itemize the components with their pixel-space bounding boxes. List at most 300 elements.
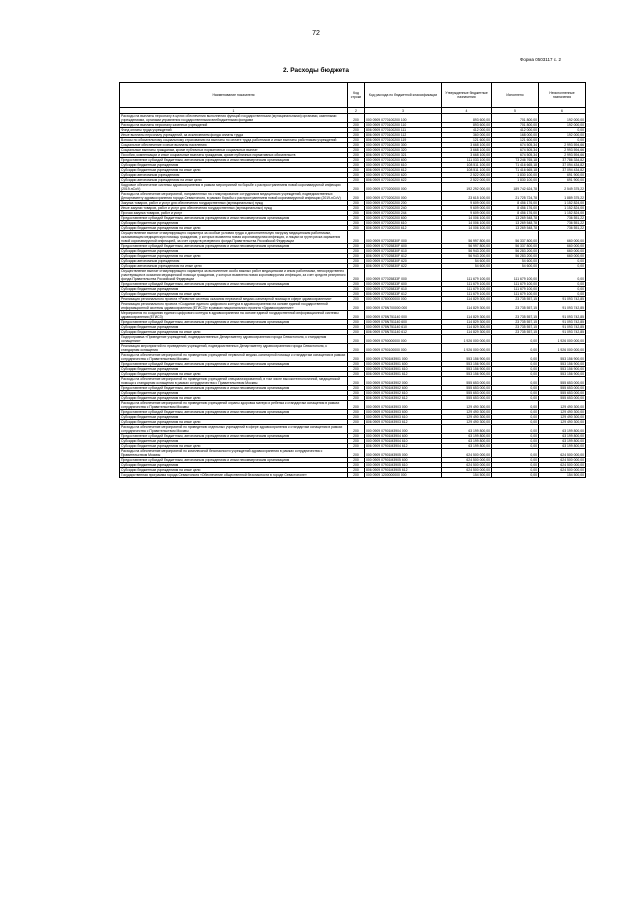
row-approved: 9 609 000,00: [442, 201, 492, 206]
row-code: 200: [348, 292, 365, 297]
row-code: 200: [348, 410, 365, 415]
row-classification: 000 0909 0790000000 000: [365, 335, 442, 344]
row-code: 200: [348, 249, 365, 254]
table-row: [120, 473, 586, 478]
row-approved: 9 609 000,00: [442, 206, 492, 211]
row-unexecuted: 154 500,00: [539, 473, 586, 478]
row-code: 200: [348, 439, 365, 444]
row-classification: 000 0909 077025833F 000: [365, 269, 442, 282]
row-unexecuted: 0,00: [539, 282, 586, 287]
row-name: Осуществление выплат стимулирующего характера за особые условия труда и дополнительную нагрузку медицинским работникам, оказывающим медицинскую помощь гражданам, у которых выявлена новая коронавирусная инфекция, и лицам из групп риска заражения новой коронавирусной инфекцией, за счет средств резервного фонда Правительства Российской Федерации: [120, 231, 348, 244]
row-executed: 21 725 724,78: [492, 192, 539, 201]
row-name: Иные закупки товаров, работ и услуг для обеспечения государственных (муниципальных) нужд: [120, 206, 348, 211]
row-executed: 701 800,00: [492, 123, 539, 128]
column-header: Исполнено: [492, 83, 539, 108]
row-unexecuted: 91 093 742,85: [539, 325, 586, 330]
row-name: Предоставление субсидий бюджетным, автономным учреждениям и иным некоммерческим организациям: [120, 244, 348, 249]
row-code: 200: [348, 183, 365, 192]
row-classification: 000 0909 077025830F 000: [365, 231, 442, 244]
row-approved: 114 829 300,00: [442, 330, 492, 335]
row-name: Субсидии автономным учреждениям на иные цели: [120, 264, 348, 269]
row-approved: 553 156 900,00: [442, 353, 492, 362]
row-executed: 23 735 557,15: [492, 320, 539, 325]
row-code: 200: [348, 254, 365, 259]
row-code: 200: [348, 221, 365, 226]
row-code: 200: [348, 458, 365, 463]
row-classification: 000 0909 0770100200 320: [365, 148, 442, 153]
row-unexecuted: 0,00: [539, 292, 586, 297]
row-approved: 111 679 100,00: [442, 282, 492, 287]
row-name: Субсидии бюджетным учреждениям на иные цели: [120, 254, 348, 259]
row-classification: 806 0909 078N751140 612: [365, 330, 442, 335]
row-name: Субсидии бюджетным учреждениям на иные цели: [120, 292, 348, 297]
row-unexecuted: 691 900,00: [539, 178, 586, 183]
row-unexecuted: 0,00: [539, 269, 586, 282]
row-name: Субсидии бюджетным учреждениям на иные цели: [120, 468, 348, 473]
row-classification: 000 0909 077025830F 620: [365, 259, 442, 264]
row-unexecuted: 736 551,22: [539, 226, 586, 231]
row-name: Субсидии автономным учреждениям: [120, 259, 348, 264]
row-unexecuted: 660 000,00: [539, 249, 586, 254]
row-code: 200: [348, 386, 365, 391]
column-header: Наименование показателя: [120, 83, 348, 108]
row-name: Социальное обеспечение и иные выплаты населению: [120, 143, 348, 148]
row-code: 200: [348, 264, 365, 269]
row-unexecuted: 1 152 824,00: [539, 201, 586, 206]
row-executed: 0,00: [492, 386, 539, 391]
row-name: Субсидии бюджетным учреждениям на иные цели: [120, 372, 348, 377]
row-classification: 000 0909 0770200200 610: [365, 221, 442, 226]
column-header: Неисполненные назначения: [539, 83, 586, 108]
row-unexecuted: 624 500 000,00: [539, 449, 586, 458]
row-unexecuted: 129 490 300,00: [539, 420, 586, 425]
row-name: Субсидии автономным учреждениям на иные цели: [120, 178, 348, 183]
row-unexecuted: 0,00: [539, 138, 586, 143]
row-classification: 806 0909 0770100200 612: [365, 168, 442, 173]
row-approved: 63 199 800,00: [442, 444, 492, 449]
row-approved: 56 943 200,00: [442, 254, 492, 259]
row-approved: 2 522 000,00: [442, 178, 492, 183]
row-approved: 129 490 300,00: [442, 410, 492, 415]
row-unexecuted: 555 653 000,00: [539, 386, 586, 391]
row-code: 200: [348, 158, 365, 163]
row-approved: 555 653 000,00: [442, 377, 492, 386]
row-code: 200: [348, 216, 365, 221]
row-unexecuted: 736 551,22: [539, 216, 586, 221]
row-code: 200: [348, 444, 365, 449]
row-approved: 624 500 000,00: [442, 458, 492, 463]
row-name: Прочая закупка товаров, работ и услуг: [120, 211, 348, 216]
row-executed: 0,00: [492, 463, 539, 468]
row-name: Пособия, компенсации и иные социальные выплаты гражданам, кроме публичных нормативных обязательств: [120, 153, 348, 158]
row-name: Расходы на обеспечение мероприятий по приведению учреждений специализированной, в том числе высокотехнологичной, медицинской помощи к стандартам оснащения в рамках сотрудничества с Правительством Москвы: [120, 377, 348, 386]
row-code: 200: [348, 148, 365, 153]
row-approved: 154 500,00: [442, 473, 492, 478]
row-name: Реализация регионального проекта «Создание единого цифрового контура в здравоохранении на основе единой государственной информационной системы здравоохранения (ЕГИСЗ)» в рамках национального проекта «Здравоохранение»: [120, 302, 348, 311]
row-classification: 806 0909 0770100200 119: [365, 138, 442, 143]
row-code: 200: [348, 420, 365, 425]
row-name: Субсидии бюджетным учреждениям: [120, 367, 348, 372]
row-classification: 000 0909 0770100200 300: [365, 143, 442, 148]
row-code: 200: [348, 367, 365, 372]
row-executed: 54 600,00: [492, 259, 539, 264]
row-executed: 0,00: [492, 473, 539, 478]
row-name: Предоставление субсидий бюджетным, автономным учреждениям и иным некоммерческим организациям: [120, 216, 348, 221]
row-code: 200: [348, 401, 365, 410]
row-approved: 111 679 100,00: [442, 269, 492, 282]
row-unexecuted: 1 926 000 000,00: [539, 344, 586, 353]
row-name: Закупка товаров, работ и услуг для обеспечения государственных (муниципальных) нужд: [120, 201, 348, 206]
row-approved: 111 033 100,00: [442, 158, 492, 163]
row-unexecuted: 1 926 000 000,00: [539, 335, 586, 344]
row-unexecuted: 192 000,00: [539, 123, 586, 128]
row-name: Кадровое обеспечение системы здравоохранения в рамках мероприятий по борьбе с распространением новой коронавирусной инфекции (2019-nCoV): [120, 183, 348, 192]
row-unexecuted: 624 500 000,00: [539, 463, 586, 468]
row-approved: 63 199 800,00: [442, 439, 492, 444]
row-classification: 806 0909 077025830F 622: [365, 264, 442, 269]
column-number: 6: [539, 108, 586, 114]
row-executed: 56 283 200,00: [492, 254, 539, 259]
row-code: 200: [348, 282, 365, 287]
row-classification: 806 0909 07901М3904 612: [365, 444, 442, 449]
row-name: Мероприятия по созданию единого цифрового контура в здравоохранении на основе единой государственной информационной системы здравоохранения (ЕГИСЗ): [120, 311, 348, 320]
row-code: 200: [348, 206, 365, 211]
row-classification: 000 0909 07901М3905 600: [365, 458, 442, 463]
row-unexecuted: 91 093 742,85: [539, 302, 586, 311]
row-code: 200: [348, 391, 365, 396]
column-header: Код строки: [348, 83, 365, 108]
row-executed: 0,00: [492, 449, 539, 458]
page-number: 72: [312, 30, 320, 37]
row-classification: 806 0909 07901М3905 612: [365, 468, 442, 473]
row-code: 200: [348, 133, 365, 138]
column-number: 1: [120, 108, 348, 114]
row-executed: 13 269 548,78: [492, 216, 539, 221]
row-name: Субсидии бюджетным учреждениям на иные цели: [120, 420, 348, 425]
row-approved: 114 829 300,00: [442, 320, 492, 325]
row-approved: 9 609 000,00: [442, 211, 492, 216]
row-classification: 000 0909 078N751140 600: [365, 320, 442, 325]
table-row: [120, 330, 586, 335]
row-classification: 000 0909 07901М3905 610: [365, 463, 442, 468]
row-code: 200: [348, 330, 365, 335]
row-approved: 3 668 100,00: [442, 143, 492, 148]
row-approved: 108 511 100,00: [442, 163, 492, 168]
row-classification: 806 0909 0770100200 112: [365, 133, 442, 138]
row-executed: 13 269 548,78: [492, 221, 539, 226]
row-name: Субсидии бюджетным учреждениям на иные цели: [120, 168, 348, 173]
row-unexecuted: 736 551,22: [539, 221, 586, 226]
row-unexecuted: 0,00: [539, 259, 586, 264]
row-unexecuted: 37 094 434,82: [539, 168, 586, 173]
row-code: 200: [348, 123, 365, 128]
row-name: Субсидии бюджетным учреждениям: [120, 325, 348, 330]
row-executed: 111 679 100,00: [492, 287, 539, 292]
row-classification: 000 0909 0770100200 100: [365, 114, 442, 123]
row-name: Реализация мероприятий по приведению учреждений, подведомственных Департаменту здравоохранения города Севастополя, к стандартам оснащения: [120, 344, 348, 353]
row-name: Предоставление субсидий бюджетным, автономным учреждениям и иным некоммерческим организациям: [120, 362, 348, 367]
row-name: Субсидии бюджетным учреждениям на иные цели: [120, 330, 348, 335]
row-unexecuted: 660 000,00: [539, 231, 586, 244]
row-name: Фонд оплаты труда учреждений: [120, 128, 348, 133]
row-executed: 56 337 800,00: [492, 231, 539, 244]
row-executed: 1 830 100,00: [492, 173, 539, 178]
row-executed: 674 505,34: [492, 148, 539, 153]
row-name: Предоставление субсидий бюджетным, автономным учреждениям и иным некоммерческим организациям: [120, 386, 348, 391]
column-number: 4: [442, 108, 492, 114]
row-executed: 0,00: [492, 367, 539, 372]
row-executed: 111 679 100,00: [492, 269, 539, 282]
row-approved: 56 943 200,00: [442, 249, 492, 254]
row-name: Предоставление субсидий бюджетным, автономным учреждениям и иным некоммерческим организациям: [120, 158, 348, 163]
row-unexecuted: 553 156 900,00: [539, 367, 586, 372]
table-row: [120, 168, 586, 173]
row-approved: 54 600,00: [442, 264, 492, 269]
row-code: 200: [348, 434, 365, 439]
row-name: Осуществление выплат стимулирующего характера за выполнение особо важных работ медицинским и иным работникам, непосредственно участвующим в оказании медицинской помощи гражданам, у которых выявлена новая коронавирусная инфекция, за счет средств резервного фонда Правительства Российской Федерации: [121, 269, 346, 281]
row-approved: 63 199 800,00: [442, 425, 492, 434]
row-executed: 674 505,34: [492, 143, 539, 148]
row-classification: 000 0909 077025830F 600: [365, 244, 442, 249]
row-classification: 806 0909 0770100200 622: [365, 178, 442, 183]
row-approved: 1 926 000 000,00: [442, 344, 492, 353]
row-executed: 0,00: [492, 425, 539, 434]
table-row: [120, 297, 586, 302]
row-code: 200: [348, 377, 365, 386]
row-code: 200: [348, 128, 365, 133]
row-executed: 0,00: [492, 444, 539, 449]
row-approved: 129 490 300,00: [442, 415, 492, 420]
row-executed: 23 735 557,15: [492, 302, 539, 311]
table-row: [120, 216, 586, 221]
row-unexecuted: 555 653 000,00: [539, 377, 586, 386]
row-code: 200: [348, 362, 365, 367]
row-name: Расходы на обеспечение мероприятий по комплексной безопасности учреждений здравоохранения в рамках сотрудничества с Правительством Москвы: [120, 449, 348, 458]
row-classification: 000 0909 07901М3904 000: [365, 425, 442, 434]
table-row: [120, 425, 586, 434]
column-header: Утвержденные бюджетные назначения: [442, 83, 492, 108]
table-row: [120, 311, 586, 320]
row-executed: 0,00: [492, 362, 539, 367]
row-executed: 54 600,00: [492, 264, 539, 269]
row-executed: 0,00: [492, 434, 539, 439]
row-classification: 000 0909 0770200000 000: [365, 183, 442, 192]
row-unexecuted: 37 094 434,82: [539, 163, 586, 168]
row-approved: 2 522 000,00: [442, 173, 492, 178]
row-name: Расходы на выплаты персоналу казенных учреждений: [120, 123, 348, 128]
row-code: 200: [348, 259, 365, 264]
row-approved: 23 615 100,00: [442, 192, 492, 201]
row-unexecuted: 0,00: [539, 264, 586, 269]
row-name: Государственная программа города Севастополя «Обеспечение общественной безопасности в городе Севастополе»: [120, 473, 348, 478]
form-label: Форма 0503117 с. 2: [520, 57, 561, 62]
row-classification: 000 0909 07901М3905 000: [365, 449, 442, 458]
row-approved: 555 653 000,00: [442, 391, 492, 396]
row-unexecuted: 192 000,00: [539, 133, 586, 138]
row-executed: 8 456 176,00: [492, 211, 539, 216]
row-name: Взносы по обязательному социальному страхованию на выплаты по оплате труда работников и иные выплаты работникам учреждений: [120, 138, 348, 143]
row-executed: 23 735 557,15: [492, 330, 539, 335]
row-classification: 000 0909 07901М3901 000: [365, 353, 442, 362]
row-classification: 000 0909 07901М3901 600: [365, 362, 442, 367]
table-row: [120, 183, 586, 192]
column-number: 3: [365, 108, 442, 114]
row-code: 200: [348, 468, 365, 473]
row-code: 200: [348, 311, 365, 320]
row-classification: 000 0909 0770100200 610: [365, 163, 442, 168]
row-classification: 000 0909 07901М3903 600: [365, 410, 442, 415]
row-unexecuted: 91 093 742,85: [539, 311, 586, 320]
expenditure-table: [119, 82, 586, 478]
row-code: 200: [348, 320, 365, 325]
row-executed: 56 283 200,00: [492, 249, 539, 254]
row-unexecuted: 0,00: [539, 128, 586, 133]
row-unexecuted: 129 490 300,00: [539, 401, 586, 410]
row-code: 200: [348, 325, 365, 330]
row-approved: 56 997 800,00: [442, 244, 492, 249]
table-row: [120, 231, 586, 244]
row-classification: 000 0909 07901М3902 610: [365, 391, 442, 396]
row-executed: 0,00: [492, 344, 539, 353]
row-executed: 189 742 624,78: [492, 183, 539, 192]
row-name: Субсидии бюджетным учреждениям на иные цели: [120, 226, 348, 231]
row-name: Реализация регионального проекта «Развитие системы оказания первичной медико-санитарной помощи в сфере здравоохранения»: [120, 297, 348, 302]
row-approved: 624 500 000,00: [442, 449, 492, 458]
row-classification: 000 0909 07901М3902 600: [365, 386, 442, 391]
row-approved: 129 490 300,00: [442, 401, 492, 410]
row-unexecuted: 2 993 594,66: [539, 143, 586, 148]
row-approved: 114 829 300,00: [442, 325, 492, 330]
row-classification: 000 0909 0770200200 240: [365, 206, 442, 211]
row-classification: 000 0909 07901М3904 610: [365, 439, 442, 444]
row-approved: 129 490 300,00: [442, 420, 492, 425]
row-code: 200: [348, 372, 365, 377]
row-approved: 54 600,00: [442, 259, 492, 264]
row-classification: 000 0909 07901М3901 610: [365, 367, 442, 372]
row-name: Предоставление субсидий бюджетным, автономным учреждениям и иным некоммерческим организациям: [120, 282, 348, 287]
row-executed: 121 600,00: [492, 138, 539, 143]
column-number: 2: [348, 108, 365, 114]
column-header: Код расхода по бюджетной классификации: [365, 83, 442, 108]
row-executed: 0,00: [492, 410, 539, 415]
row-unexecuted: 2 993 594,66: [539, 148, 586, 153]
row-name: Субсидии автономным учреждениям: [120, 173, 348, 178]
row-unexecuted: 91 093 742,85: [539, 330, 586, 335]
column-number: 5: [492, 108, 539, 114]
row-name: Субсидии бюджетным учреждениям: [120, 439, 348, 444]
row-classification: 000 0909 0780000000 000: [365, 297, 442, 302]
row-unexecuted: 660 000,00: [539, 254, 586, 259]
row-approved: 553 156 900,00: [442, 362, 492, 367]
row-unexecuted: 129 490 300,00: [539, 410, 586, 415]
row-classification: 000 0909 0770100200 600: [365, 158, 442, 163]
row-unexecuted: 63 199 800,00: [539, 425, 586, 434]
row-executed: 412 000,00: [492, 128, 539, 133]
row-code: 200: [348, 463, 365, 468]
row-approved: 63 199 800,00: [442, 434, 492, 439]
row-name: Субсидии бюджетным учреждениям: [120, 287, 348, 292]
table-row: [120, 320, 586, 325]
row-classification: 000 0909 0770100200 110: [365, 123, 442, 128]
row-code: 200: [348, 143, 365, 148]
row-classification: 000 0909 07901М3904 600: [365, 434, 442, 439]
row-approved: 553 156 900,00: [442, 372, 492, 377]
row-unexecuted: 553 156 900,00: [539, 372, 586, 377]
row-code: 200: [348, 231, 365, 244]
table-row: [120, 158, 586, 163]
row-unexecuted: 129 490 300,00: [539, 415, 586, 420]
row-classification: 000 0909 07901М3903 610: [365, 415, 442, 420]
row-name: Расходы на обеспечение мероприятий по приведению отдельных учреждений в сфере здравоохранения к стандартам оснащения в рамках сотрудничества с Правительством Москвы: [120, 425, 348, 434]
row-approved: 3 668 100,00: [442, 148, 492, 153]
row-classification: 000 0909 078N751140 000: [365, 311, 442, 320]
row-approved: 624 500 000,00: [442, 468, 492, 473]
row-classification: 000 0909 077025830F 610: [365, 249, 442, 254]
table-row: [120, 254, 586, 259]
row-classification: 806 0909 077025833F 612: [365, 292, 442, 297]
row-approved: 114 829 300,00: [442, 297, 492, 302]
row-classification: 806 0909 07901М3903 612: [365, 420, 442, 425]
row-code: 200: [348, 396, 365, 401]
row-code: 200: [348, 178, 365, 183]
table-row: [120, 353, 586, 362]
row-name: Предоставление субсидий бюджетным, автономным учреждениям и иным некоммерческим организациям: [120, 320, 348, 325]
row-approved: 192 292 000,00: [442, 183, 492, 192]
row-code: 200: [348, 173, 365, 178]
row-executed: 0,00: [492, 335, 539, 344]
row-approved: 412 000,00: [442, 128, 492, 133]
row-approved: 108 511 100,00: [442, 168, 492, 173]
table-row: [120, 244, 586, 249]
table-row: [120, 192, 586, 201]
row-unexecuted: 63 199 800,00: [539, 444, 586, 449]
row-code: 200: [348, 449, 365, 458]
table-row: [120, 282, 586, 287]
row-executed: 674 505,34: [492, 153, 539, 158]
table-row: [120, 302, 586, 311]
row-classification: 000 0909 0770100200 620: [365, 173, 442, 178]
row-executed: 71 416 665,18: [492, 168, 539, 173]
row-executed: 0,00: [492, 391, 539, 396]
table-row: [120, 377, 586, 386]
row-name: Субсидии бюджетным учреждениям: [120, 463, 348, 468]
row-unexecuted: 553 156 900,00: [539, 362, 586, 367]
row-classification: 806 0909 0770100200 321: [365, 153, 442, 158]
row-executed: 23 735 557,15: [492, 297, 539, 302]
row-name: Субсидии бюджетным учреждениям: [120, 415, 348, 420]
row-classification: 000 0909 078N751140 610: [365, 325, 442, 330]
row-executed: 0,00: [492, 468, 539, 473]
row-name: Субсидии бюджетным учреждениям на иные цели: [120, 396, 348, 401]
row-code: 200: [348, 211, 365, 216]
row-approved: 14 006 100,00: [442, 216, 492, 221]
row-code: 200: [348, 138, 365, 143]
row-unexecuted: 0,00: [539, 287, 586, 292]
row-code: 200: [348, 302, 365, 311]
row-code: 200: [348, 201, 365, 206]
row-executed: 0,00: [492, 415, 539, 420]
row-code: 200: [348, 192, 365, 201]
table-header-row: [120, 83, 586, 108]
table-row: [120, 335, 586, 344]
row-executed: 13 269 548,78: [492, 226, 539, 231]
table-row: [120, 344, 586, 353]
row-approved: 121 600,00: [442, 138, 492, 143]
row-unexecuted: 555 653 000,00: [539, 396, 586, 401]
table-row: [120, 449, 586, 458]
row-approved: 1 926 000 000,00: [442, 335, 492, 344]
row-code: 200: [348, 415, 365, 420]
